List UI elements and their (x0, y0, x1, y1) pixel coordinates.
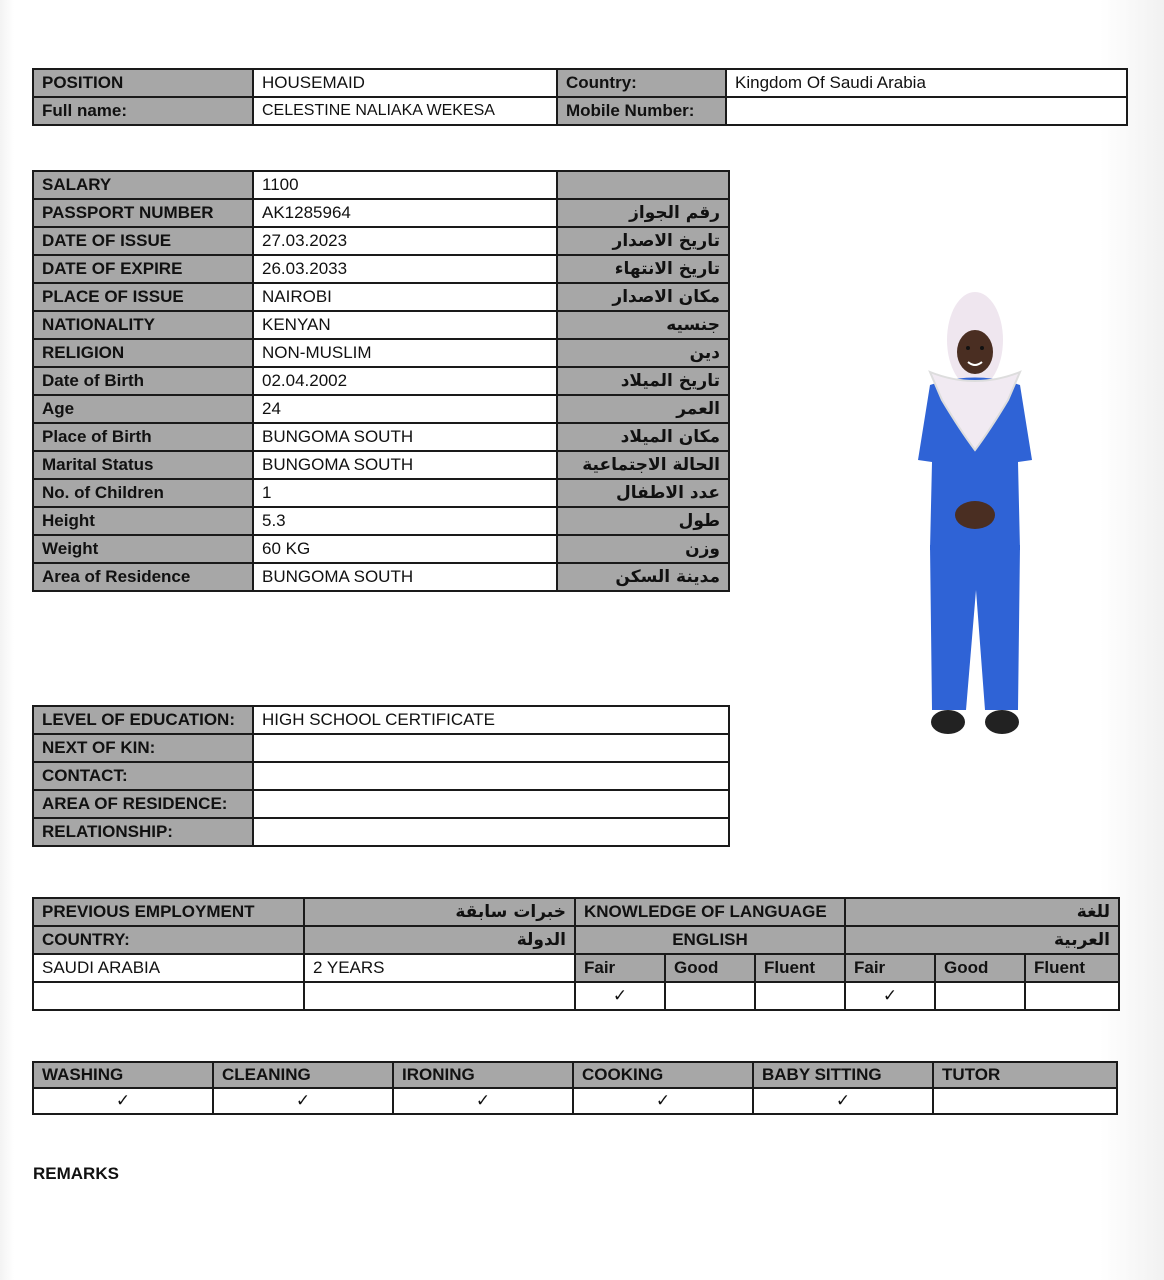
field-arabic-label: مدينة السكن (557, 563, 729, 591)
table-row (33, 423, 729, 451)
arabic-fair-check: ✓ (845, 982, 935, 1010)
skills-table (32, 1061, 1118, 1115)
field-arabic-label: مكان الاصدار (557, 283, 729, 311)
field-value: 24 (253, 395, 557, 423)
table-row (33, 1088, 1117, 1114)
skill-check: ✓ (393, 1088, 573, 1114)
table-row (33, 255, 729, 283)
education-table (32, 705, 730, 847)
fullname-label: Full name: (33, 97, 253, 125)
education-label: AREA OF RESIDENCE: (33, 790, 253, 818)
field-label: SALARY (33, 171, 253, 199)
field-label: Area of Residence (33, 563, 253, 591)
field-label: Age (33, 395, 253, 423)
education-value (253, 762, 729, 790)
field-arabic-label: العمر (557, 395, 729, 423)
table-row (33, 199, 729, 227)
field-label: PLACE OF ISSUE (33, 283, 253, 311)
table-row (33, 69, 1127, 97)
table-row (33, 339, 729, 367)
field-arabic-label: طول (557, 507, 729, 535)
education-label: NEXT OF KIN: (33, 734, 253, 762)
arabic-good-check (935, 982, 1025, 1010)
field-label: Weight (33, 535, 253, 563)
field-value: KENYAN (253, 311, 557, 339)
skill-label: CLEANING (213, 1062, 393, 1088)
table-row (33, 451, 729, 479)
arabic-level-good: Good (935, 954, 1025, 982)
table-row (33, 227, 729, 255)
table-row (33, 507, 729, 535)
skill-check: ✓ (573, 1088, 753, 1114)
employment-country-label: COUNTRY: (33, 926, 304, 954)
field-label: DATE OF EXPIRE (33, 255, 253, 283)
skill-check: ✓ (33, 1088, 213, 1114)
table-row (33, 171, 729, 199)
english-level-fluent: Fluent (755, 954, 845, 982)
education-label: LEVEL OF EDUCATION: (33, 706, 253, 734)
skill-label: COOKING (573, 1062, 753, 1088)
mobile-value (726, 97, 1127, 125)
skill-check: ✓ (213, 1088, 393, 1114)
table-row (33, 1062, 1117, 1088)
table-row (33, 283, 729, 311)
skill-label: BABY SITTING (753, 1062, 933, 1088)
field-value: BUNGOMA SOUTH (253, 423, 557, 451)
field-value: BUNGOMA SOUTH (253, 563, 557, 591)
table-row (33, 395, 729, 423)
field-arabic-label: دين (557, 339, 729, 367)
table-row (33, 97, 1127, 125)
personal-details-table (32, 170, 730, 592)
english-fair-check: ✓ (575, 982, 665, 1010)
employment-country-value: SAUDI ARABIA (33, 954, 304, 982)
field-arabic-label: جنسيه (557, 311, 729, 339)
table-row (33, 926, 1119, 954)
remarks-label: REMARKS (33, 1164, 119, 1183)
table-row (33, 367, 729, 395)
field-value: 1 (253, 479, 557, 507)
field-value: 1100 (253, 171, 557, 199)
field-value: BUNGOMA SOUTH (253, 451, 557, 479)
english-level-fair: Fair (575, 954, 665, 982)
field-label: Place of Birth (33, 423, 253, 451)
empty-cell (33, 982, 304, 1010)
field-label: NATIONALITY (33, 311, 253, 339)
employment-duration-value: 2 YEARS (304, 954, 575, 982)
field-arabic-label: تاريخ الاصدار (557, 227, 729, 255)
english-good-check (665, 982, 755, 1010)
skill-label: IRONING (393, 1062, 573, 1088)
table-row (33, 762, 729, 790)
field-value: NAIROBI (253, 283, 557, 311)
field-label: DATE OF ISSUE (33, 227, 253, 255)
table-row (33, 790, 729, 818)
education-label: CONTACT: (33, 762, 253, 790)
education-value (253, 790, 729, 818)
mobile-label: Mobile Number: (557, 97, 726, 125)
field-value: 60 KG (253, 535, 557, 563)
previous-employment-arabic: خبرات سابقة (304, 898, 575, 926)
field-arabic-label: رقم الجواز (557, 199, 729, 227)
fullname-value: CELESTINE NALIAKA WEKESA (253, 97, 557, 125)
employment-country-arabic: الدولة (304, 926, 575, 954)
country-value: Kingdom Of Saudi Arabia (726, 69, 1127, 97)
table-row (33, 818, 729, 846)
arabic-language-label: العربية (845, 926, 1119, 954)
field-value: 26.03.2033 (253, 255, 557, 283)
table-row (33, 706, 729, 734)
field-value: 02.04.2002 (253, 367, 557, 395)
english-fluent-check (755, 982, 845, 1010)
field-value: 5.3 (253, 507, 557, 535)
skill-label: WASHING (33, 1062, 213, 1088)
previous-employment-label: PREVIOUS EMPLOYMENT (33, 898, 304, 926)
position-label: POSITION (33, 69, 253, 97)
table-row (33, 954, 1119, 982)
table-row (33, 535, 729, 563)
field-label: Height (33, 507, 253, 535)
field-label: Marital Status (33, 451, 253, 479)
education-label: RELATIONSHIP: (33, 818, 253, 846)
education-value: HIGH SCHOOL CERTIFICATE (253, 706, 729, 734)
field-value: NON-MUSLIM (253, 339, 557, 367)
skill-check: ✓ (753, 1088, 933, 1114)
english-label: ENGLISH (575, 926, 845, 954)
arabic-level-fluent: Fluent (1025, 954, 1119, 982)
english-level-good: Good (665, 954, 755, 982)
field-arabic-label: مكان الميلاد (557, 423, 729, 451)
field-label: PASSPORT NUMBER (33, 199, 253, 227)
field-arabic-label: عدد الاطفال (557, 479, 729, 507)
field-label: Date of Birth (33, 367, 253, 395)
table-row (33, 311, 729, 339)
top-info-table (32, 68, 1128, 126)
field-arabic-label: الحالة الاجتماعية (557, 451, 729, 479)
position-value: HOUSEMAID (253, 69, 557, 97)
empty-cell (304, 982, 575, 1010)
field-arabic-label: تاريخ الانتهاء (557, 255, 729, 283)
table-row (33, 898, 1119, 926)
table-row (33, 563, 729, 591)
skill-check (933, 1088, 1117, 1114)
field-arabic-label (557, 171, 729, 199)
country-label: Country: (557, 69, 726, 97)
table-row (33, 734, 729, 762)
education-value (253, 818, 729, 846)
field-label: No. of Children (33, 479, 253, 507)
table-row (33, 479, 729, 507)
candidate-photo (900, 290, 1050, 750)
language-arabic-label: للغة (845, 898, 1119, 926)
education-value (253, 734, 729, 762)
field-label: RELIGION (33, 339, 253, 367)
field-arabic-label: تاريخ الميلاد (557, 367, 729, 395)
language-label: KNOWLEDGE OF LANGUAGE (575, 898, 845, 926)
table-row (33, 982, 1119, 1010)
field-value: 27.03.2023 (253, 227, 557, 255)
arabic-fluent-check (1025, 982, 1119, 1010)
employment-language-table (32, 897, 1120, 1011)
field-value: AK1285964 (253, 199, 557, 227)
arabic-level-fair: Fair (845, 954, 935, 982)
field-arabic-label: وزن (557, 535, 729, 563)
skill-label: TUTOR (933, 1062, 1117, 1088)
